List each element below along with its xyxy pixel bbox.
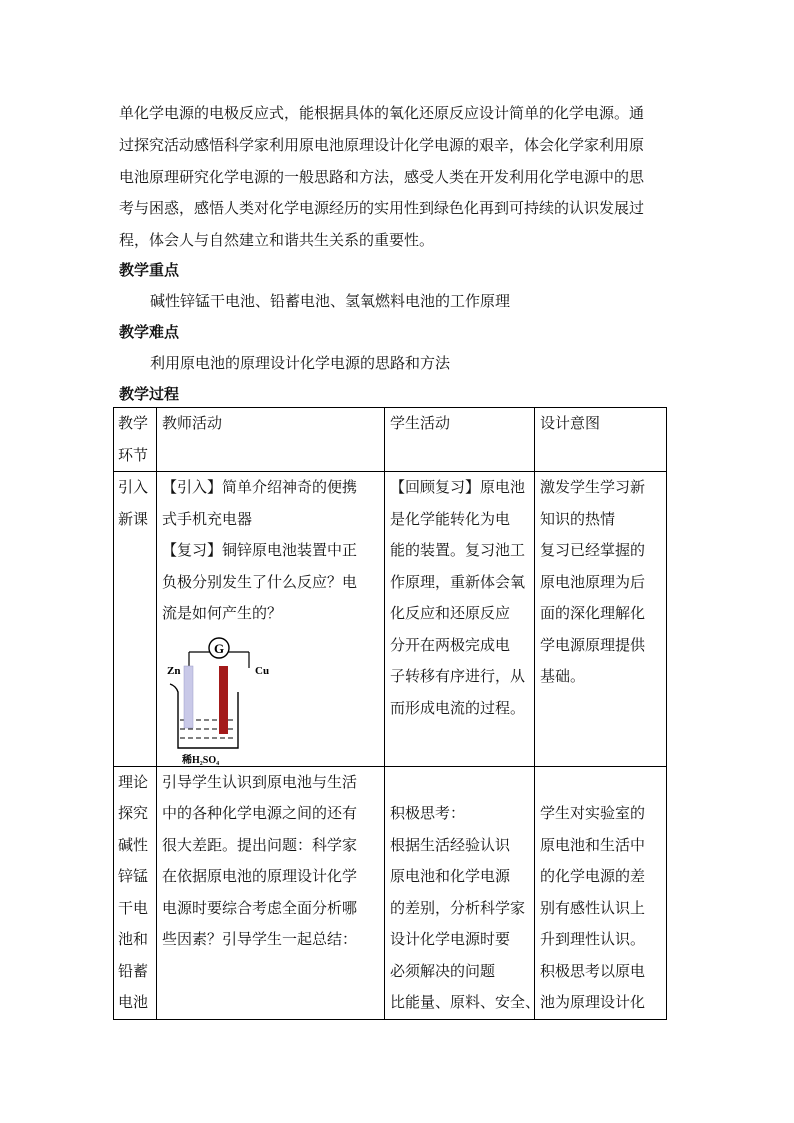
- row-stage: 理论 探究 碱性 锌锰 干电 池和 铅蓄 电池: [114, 766, 157, 1019]
- row-intent: 激发学生学习新 知识的热情 复习已经掌握的 原电池原理为后 面的深化理解化 学电源原理提供 基础。: [535, 472, 667, 767]
- intro-line: 程，体会人与自然建立和谐共生关系的重要性。: [119, 231, 435, 250]
- key-points-text: 碱性锌锰干电池、铅蓄电池、氢氧燃料电池的工作原理: [150, 292, 511, 310]
- row-student: 【回顾复习】原电池 是化学能转化为电 能的装置。复习池工 作原理，重新体会氧 化反应和还原反应 分开在两极完成电 子转移有序进行，从 而形成电流的过程。: [385, 472, 535, 767]
- difficulties-text: 利用原电池的原理设计化学电源的思路和方法: [150, 354, 451, 372]
- intro-line: 单化学电源的电极反应式，能根据具体的氧化还原反应设计简单的化学电源。通: [119, 104, 645, 122]
- key-points-heading: 教学重点: [119, 261, 180, 279]
- cu-electrode: [219, 666, 228, 734]
- header-student: 学生活动: [385, 408, 535, 472]
- intro-paragraph: [119, 98, 667, 257]
- process-heading: 教学过程: [119, 385, 180, 403]
- cu-label: Cu: [255, 664, 270, 677]
- zn-label: Zn: [167, 664, 181, 677]
- teaching-process-table: [113, 407, 667, 1020]
- header-stage: 教学 环节: [114, 408, 157, 472]
- table-header-row: [114, 408, 667, 472]
- intro-line: 过探究活动感悟科学家利用原电池原理设计化学电源的艰辛，体会化学家利用原: [119, 135, 645, 154]
- table-row: [114, 472, 667, 767]
- table-row: [114, 766, 667, 1019]
- row-stage: 引入 新课: [114, 472, 157, 767]
- row-teacher: 引导学生认识到原电池与生活 中的各种化学电源之间的还有 很大差距。提出问题：科学家 在依据原电池的原理设计化学 电源时要综合考虑全面分析哪 些因素？引导学生一起总结：: [157, 766, 385, 1019]
- row-student: 积极思考： 根据生活经验认识 原电池和化学电源 的差别，分析科学家 设计化学电源时要 必须解决的问题 比能量、原料、安全、: [385, 766, 535, 1019]
- galvanic-cell-diagram: [164, 634, 274, 766]
- header-intent: 设计意图: [535, 408, 667, 472]
- intro-line: 考与困惑，感悟人类对化学电源经历的实用性到绿色化再到可持续的认识发展过: [119, 199, 645, 218]
- row-intent: 学生对实验室的 原电池和生活中 的化学电源的差 别有感性认识上 升到理性认识。 积极思考以原电 池为原理设计化: [535, 766, 667, 1019]
- header-teacher: 教师活动: [157, 408, 385, 472]
- solution-label: 稀H₂SO₄: [182, 754, 220, 766]
- difficulties-heading: 教学难点: [119, 323, 180, 341]
- zn-electrode: [184, 666, 193, 728]
- galvanometer-label: G: [213, 640, 225, 656]
- intro-line: 电池原理研究化学电源的一般思路和方法，感受人类在开发利用化学电源中的思: [119, 167, 645, 186]
- row-teacher: 【引入】简单介绍神奇的便携 式手机充电器 【复习】铜锌原电池装置中正 负极分别发生了什么反应？电 流是如何产生的？ G Zn Cu 稀H₂SO₄: [157, 472, 385, 767]
